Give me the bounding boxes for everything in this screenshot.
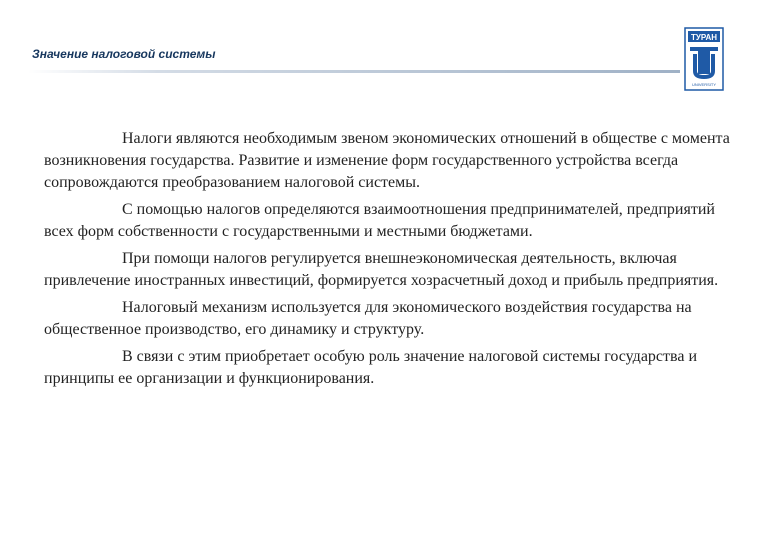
logo-bottom-text: UNIVERSITY (691, 82, 717, 87)
slide-title: Значение налоговой системы (32, 47, 216, 61)
paragraph-4: Налоговый механизм используется для экономического воздействия государства на общественное производство, его динамику и структуру. (44, 299, 692, 338)
turan-logo-icon (684, 27, 724, 91)
paragraph-5: В связи с этим приобретает особую роль значение налоговой системы государства и принципы ее организации и функционирования. (44, 348, 698, 387)
paragraph-2: С помощью налогов определяются взаимоотношения предпринимателей, предприятий всех форм собственности с государственными и местными бюджетами. (44, 201, 715, 240)
logo-top-text: ТУРАН (690, 33, 718, 42)
paragraph-1: Налоги являются необходимым звеном экономических отношений в обществе с момента возникновения государства. Развитие и изменение форм государственного устройства всегда сопровождаются преобразованием налоговой системы. (44, 130, 730, 191)
paragraph-3: При помощи налогов регулируется внешнеэкономическая деятельность, включая привлечение иностранных инвестиций, формируется хозрасчетный доход и прибыль предприятия. (44, 250, 719, 289)
title-divider (28, 70, 680, 73)
slide-body (44, 128, 744, 395)
